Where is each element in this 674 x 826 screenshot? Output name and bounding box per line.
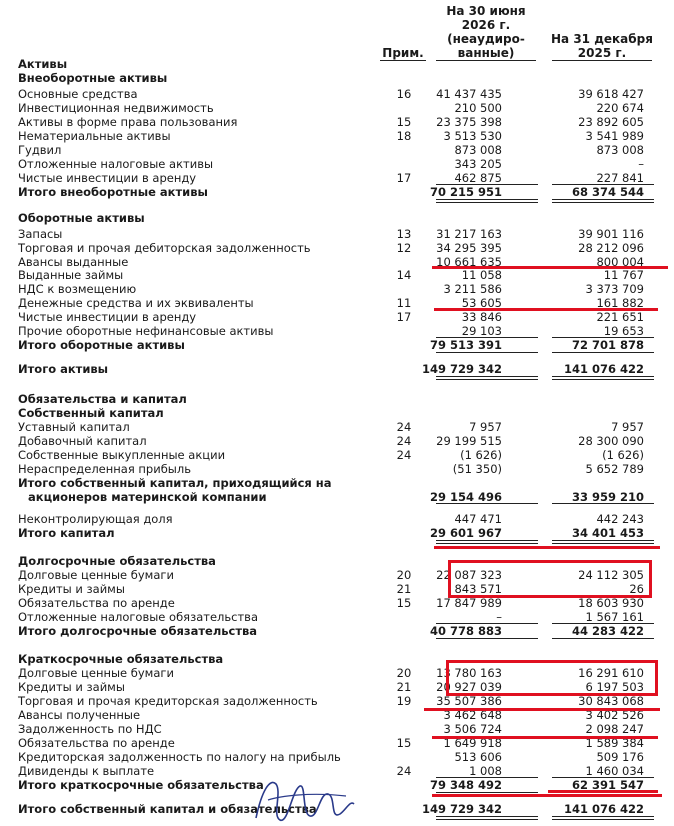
row-label: Итого капитал <box>18 526 115 540</box>
row-label: Обязательства по аренде <box>18 736 175 750</box>
value-2026: 34 295 395 <box>436 241 502 255</box>
value-2025: 161 882 <box>596 296 644 310</box>
row-label: Итого долгосрочные обязательства <box>18 624 258 638</box>
row-label: Выданные займы <box>18 268 124 282</box>
row-label: Авансы выданные <box>18 255 129 269</box>
row-label: Итого краткосрочные обязательства <box>18 778 264 792</box>
table-row <box>0 610 674 624</box>
table-row <box>0 420 674 434</box>
row-label: Итого оборотные активы <box>18 338 185 352</box>
row-label: Обязательства и капитал <box>18 392 187 406</box>
row-note: 17 <box>396 310 412 324</box>
row-note: 24 <box>396 420 412 434</box>
table-row <box>0 241 674 255</box>
row-label: Торговая и прочая кредиторская задолженность <box>18 694 318 708</box>
row-note: 20 <box>396 666 412 680</box>
row-label: Денежные средства и их эквиваленты <box>18 296 254 310</box>
value-2026: 53 605 <box>461 296 502 310</box>
row-note: 13 <box>396 227 412 241</box>
value-2025: 34 401 453 <box>571 526 644 540</box>
row-note: 15 <box>396 115 412 129</box>
col1-header-line: (неаудиро- <box>447 32 525 46</box>
value-2025: 1 589 384 <box>585 736 644 750</box>
table-row <box>0 227 674 241</box>
value-2026: 3 211 586 <box>443 282 502 296</box>
row-label: Основные средства <box>18 87 138 101</box>
value-2025: 221 651 <box>596 310 644 324</box>
value-2026: 41 437 435 <box>436 87 502 101</box>
subtotal-rule <box>552 503 654 504</box>
value-2025: 39 618 427 <box>578 87 644 101</box>
table-row <box>0 211 674 225</box>
row-note: 19 <box>396 694 412 708</box>
value-2026: 17 847 989 <box>436 596 502 610</box>
row-label: Активы в форме права пользования <box>18 115 238 129</box>
value-2025: 28 212 096 <box>578 241 644 255</box>
value-2026: 79 513 391 <box>429 338 502 352</box>
value-2026: 31 217 163 <box>436 227 502 241</box>
value-2026: 149 729 342 <box>421 802 502 816</box>
value-2026: 1 649 918 <box>443 736 502 750</box>
value-2026: 462 875 <box>454 171 502 185</box>
total-rule <box>552 352 654 353</box>
row-label: Инвестиционная недвижимость <box>18 101 214 115</box>
total-rule <box>436 638 538 639</box>
value-2025: 442 243 <box>596 512 644 526</box>
row-label: Обязательства по аренде <box>18 596 175 610</box>
row-label: Кредиты и займы <box>18 582 125 596</box>
value-2025: 62 391 547 <box>571 778 644 792</box>
value-2025: 873 008 <box>596 143 644 157</box>
row-label: акционеров материнской компании <box>28 490 267 504</box>
row-label: Отложенные налоговые активы <box>18 157 214 171</box>
value-2025: 3 402 526 <box>585 708 644 722</box>
value-2026: 70 215 951 <box>429 185 502 199</box>
total-rule <box>436 792 538 793</box>
table-row <box>0 526 674 540</box>
table-row <box>0 624 674 638</box>
value-2026: 843 571 <box>454 582 502 596</box>
col2-header <box>546 32 658 60</box>
value-2025: 11 767 <box>603 268 644 282</box>
table-row <box>0 722 674 736</box>
subtotal-rule <box>552 623 654 624</box>
value-2026: 3 513 530 <box>443 129 502 143</box>
row-label: Долговые ценные бумаги <box>18 666 174 680</box>
value-2026: 447 471 <box>454 512 502 526</box>
red-underline-mark <box>548 790 658 793</box>
value-2026: 10 661 635 <box>436 255 502 269</box>
red-underline-mark <box>424 708 660 711</box>
value-2025: 19 653 <box>603 324 644 338</box>
signature-scribble <box>250 770 360 826</box>
value-2026: 35 507 386 <box>436 694 502 708</box>
total-rule <box>552 199 654 203</box>
row-label: Итого собственный капитал и обязательства <box>18 802 317 816</box>
row-label: Долгосрочные обязательства <box>18 554 216 568</box>
row-note: 18 <box>396 129 412 143</box>
col1-header-line: На 30 июня <box>446 4 526 18</box>
table-row <box>0 324 674 338</box>
value-2026: 23 375 398 <box>436 115 502 129</box>
table-row <box>0 448 674 462</box>
row-label: Уставный капитал <box>18 420 130 434</box>
row-label: Долговые ценные бумаги <box>18 568 174 582</box>
table-row <box>0 115 674 129</box>
row-label: Итого собственный капитал, приходящийся на <box>18 476 332 490</box>
table-row <box>0 392 674 406</box>
row-label: Нераспределенная прибыль <box>18 462 191 476</box>
table-row <box>0 434 674 448</box>
table-row <box>0 596 674 610</box>
row-note: 15 <box>396 596 412 610</box>
subtotal-rule <box>552 777 654 778</box>
value-2025: 6 197 503 <box>585 680 644 694</box>
table-row <box>0 268 674 282</box>
value-2025: 1 567 161 <box>585 610 644 624</box>
row-label: Отложенные налоговые обязательства <box>18 610 258 624</box>
row-label: Чистые инвестиции в аренду <box>18 310 197 324</box>
value-2025: (1 626) <box>602 448 644 462</box>
row-label: Задолженность по НДС <box>18 722 162 736</box>
row-label: Чистые инвестиции в аренду <box>18 171 197 185</box>
row-label: Собственные выкупленные акции <box>18 448 226 462</box>
value-2025: 68 374 544 <box>571 185 644 199</box>
row-note: 11 <box>396 296 412 310</box>
value-2025: 3 541 989 <box>585 129 644 143</box>
value-2026: 22 087 323 <box>436 568 502 582</box>
row-note: 24 <box>396 434 412 448</box>
row-label: Собственный капитал <box>18 406 164 420</box>
value-2026: 7 957 <box>469 420 502 434</box>
total-rule <box>436 540 538 544</box>
row-label: Запасы <box>18 227 63 241</box>
row-note: 21 <box>396 582 412 596</box>
row-label: Оборотные активы <box>18 211 145 225</box>
subtotal-rule <box>436 337 538 338</box>
total-rule <box>436 816 538 820</box>
subtotal-rule <box>436 503 538 504</box>
table-row <box>0 282 674 296</box>
row-label: Авансы полученные <box>18 708 141 722</box>
value-2026: 20 927 039 <box>436 680 502 694</box>
red-underline-mark <box>544 308 658 311</box>
value-2025: 509 176 <box>596 750 644 764</box>
row-note: 24 <box>396 764 412 778</box>
value-2025: 141 076 422 <box>563 362 644 376</box>
red-underline-mark <box>432 736 658 739</box>
value-2026: (1 626) <box>460 448 502 462</box>
value-2025: – <box>638 157 644 171</box>
table-row <box>0 87 674 101</box>
value-2025: 7 957 <box>611 420 644 434</box>
row-label: Итого внеоборотные активы <box>18 185 208 199</box>
row-note: 21 <box>396 680 412 694</box>
row-label: Гудвил <box>18 143 62 157</box>
table-row <box>0 694 674 708</box>
row-label: Прочие оборотные нефинансовые активы <box>18 324 274 338</box>
value-2025: 800 004 <box>596 255 644 269</box>
col1-header <box>430 4 542 60</box>
table-row <box>0 101 674 115</box>
row-note: 20 <box>396 568 412 582</box>
col2-header-line: 2025 г. <box>577 46 627 60</box>
note-col-header: Прим. <box>382 46 424 60</box>
value-2025: 44 283 422 <box>571 624 644 638</box>
value-2026: 29 154 496 <box>429 490 502 504</box>
value-2025: 1 460 034 <box>585 764 644 778</box>
value-2026: 210 500 <box>454 101 502 115</box>
value-2026: 29 199 515 <box>436 434 502 448</box>
table-row <box>0 71 674 85</box>
table-row <box>0 310 674 324</box>
value-2025: 24 112 305 <box>578 568 644 582</box>
value-2025: 33 959 210 <box>571 490 644 504</box>
value-2026: 11 058 <box>461 268 502 282</box>
table-row <box>0 512 674 526</box>
col1-header-line: ванные) <box>457 46 515 60</box>
value-2025: 2 098 247 <box>585 722 644 736</box>
value-2026: 149 729 342 <box>421 362 502 376</box>
total-rule <box>552 540 654 544</box>
subtotal-rule <box>436 623 538 624</box>
subtotal-rule <box>436 777 538 778</box>
value-2026: 13 780 163 <box>436 666 502 680</box>
value-2025: 72 701 878 <box>571 338 644 352</box>
table-row <box>0 406 674 420</box>
value-2025: 220 674 <box>596 101 644 115</box>
total-rule <box>436 376 538 380</box>
row-label: Добавочный капитал <box>18 434 147 448</box>
value-2026: 40 778 883 <box>429 624 502 638</box>
value-2026: 873 008 <box>454 143 502 157</box>
value-2026: 33 846 <box>461 310 502 324</box>
red-underline-mark <box>432 266 668 269</box>
total-rule <box>552 376 654 380</box>
table-row <box>0 338 674 352</box>
row-note: 12 <box>396 241 412 255</box>
row-label: Итого активы <box>18 362 109 376</box>
subtotal-rule <box>552 184 654 185</box>
value-2025: 18 603 930 <box>578 596 644 610</box>
value-2025: 141 076 422 <box>563 802 644 816</box>
value-2025: 16 291 610 <box>578 666 644 680</box>
row-label: Краткосрочные обязательства <box>18 652 224 666</box>
value-2026: 29 103 <box>461 324 502 338</box>
value-2026: 3 462 648 <box>443 708 502 722</box>
table-row <box>0 362 674 376</box>
row-label: Дивиденды к выплате <box>18 764 155 778</box>
row-label: Неконтролирующая доля <box>18 512 173 526</box>
value-2026: 29 601 967 <box>429 526 502 540</box>
value-2025: 3 373 709 <box>585 282 644 296</box>
value-2026: 79 348 492 <box>429 778 502 792</box>
value-2025: 39 901 116 <box>578 227 644 241</box>
subtotal-rule <box>552 337 654 338</box>
value-2025: 23 892 605 <box>578 115 644 129</box>
table-row <box>0 57 674 71</box>
row-label: Внеоборотные активы <box>18 71 168 85</box>
value-2025: 30 843 068 <box>578 694 644 708</box>
table-row <box>0 157 674 171</box>
row-note: 14 <box>396 268 412 282</box>
value-2026: 3 506 724 <box>443 722 502 736</box>
row-label: Нематериальные активы <box>18 129 171 143</box>
table-row <box>0 462 674 476</box>
value-2026: – <box>496 610 502 624</box>
row-label: Кредиторская задолженность по налогу на прибыль <box>18 750 341 764</box>
value-2025: 227 841 <box>596 171 644 185</box>
table-row <box>0 750 674 764</box>
row-label: Кредиты и займы <box>18 680 125 694</box>
value-2025: 28 300 090 <box>578 434 644 448</box>
row-note: 15 <box>396 736 412 750</box>
table-row <box>0 476 674 490</box>
row-label: Активы <box>18 57 68 71</box>
value-2026: 1 008 <box>469 764 502 778</box>
table-row <box>0 143 674 157</box>
value-2026: 343 205 <box>454 157 502 171</box>
col1-header-line: 2026 г. <box>461 18 511 32</box>
total-rule <box>552 816 654 820</box>
total-rule <box>552 638 654 639</box>
row-label: Торговая и прочая дебиторская задолженность <box>18 241 311 255</box>
red-highlight-box <box>448 560 652 598</box>
table-row <box>0 171 674 185</box>
col2-header-line: На 31 декабря <box>551 32 653 46</box>
value-2026: (51 350) <box>452 462 502 476</box>
row-note: 16 <box>396 87 412 101</box>
table-row <box>0 129 674 143</box>
row-note: 24 <box>396 448 412 462</box>
value-2025: 26 <box>629 582 644 596</box>
value-2025: 5 652 789 <box>585 462 644 476</box>
value-2026: 513 606 <box>454 750 502 764</box>
red-underline-mark <box>434 546 660 549</box>
table-row <box>0 185 674 199</box>
subtotal-rule <box>436 184 538 185</box>
red-highlight-box <box>446 660 658 696</box>
red-underline-mark <box>432 794 662 797</box>
total-rule <box>436 352 538 353</box>
total-rule <box>436 199 538 203</box>
row-note: 17 <box>396 171 412 185</box>
table-row <box>0 490 674 504</box>
row-label: НДС к возмещению <box>18 282 137 296</box>
